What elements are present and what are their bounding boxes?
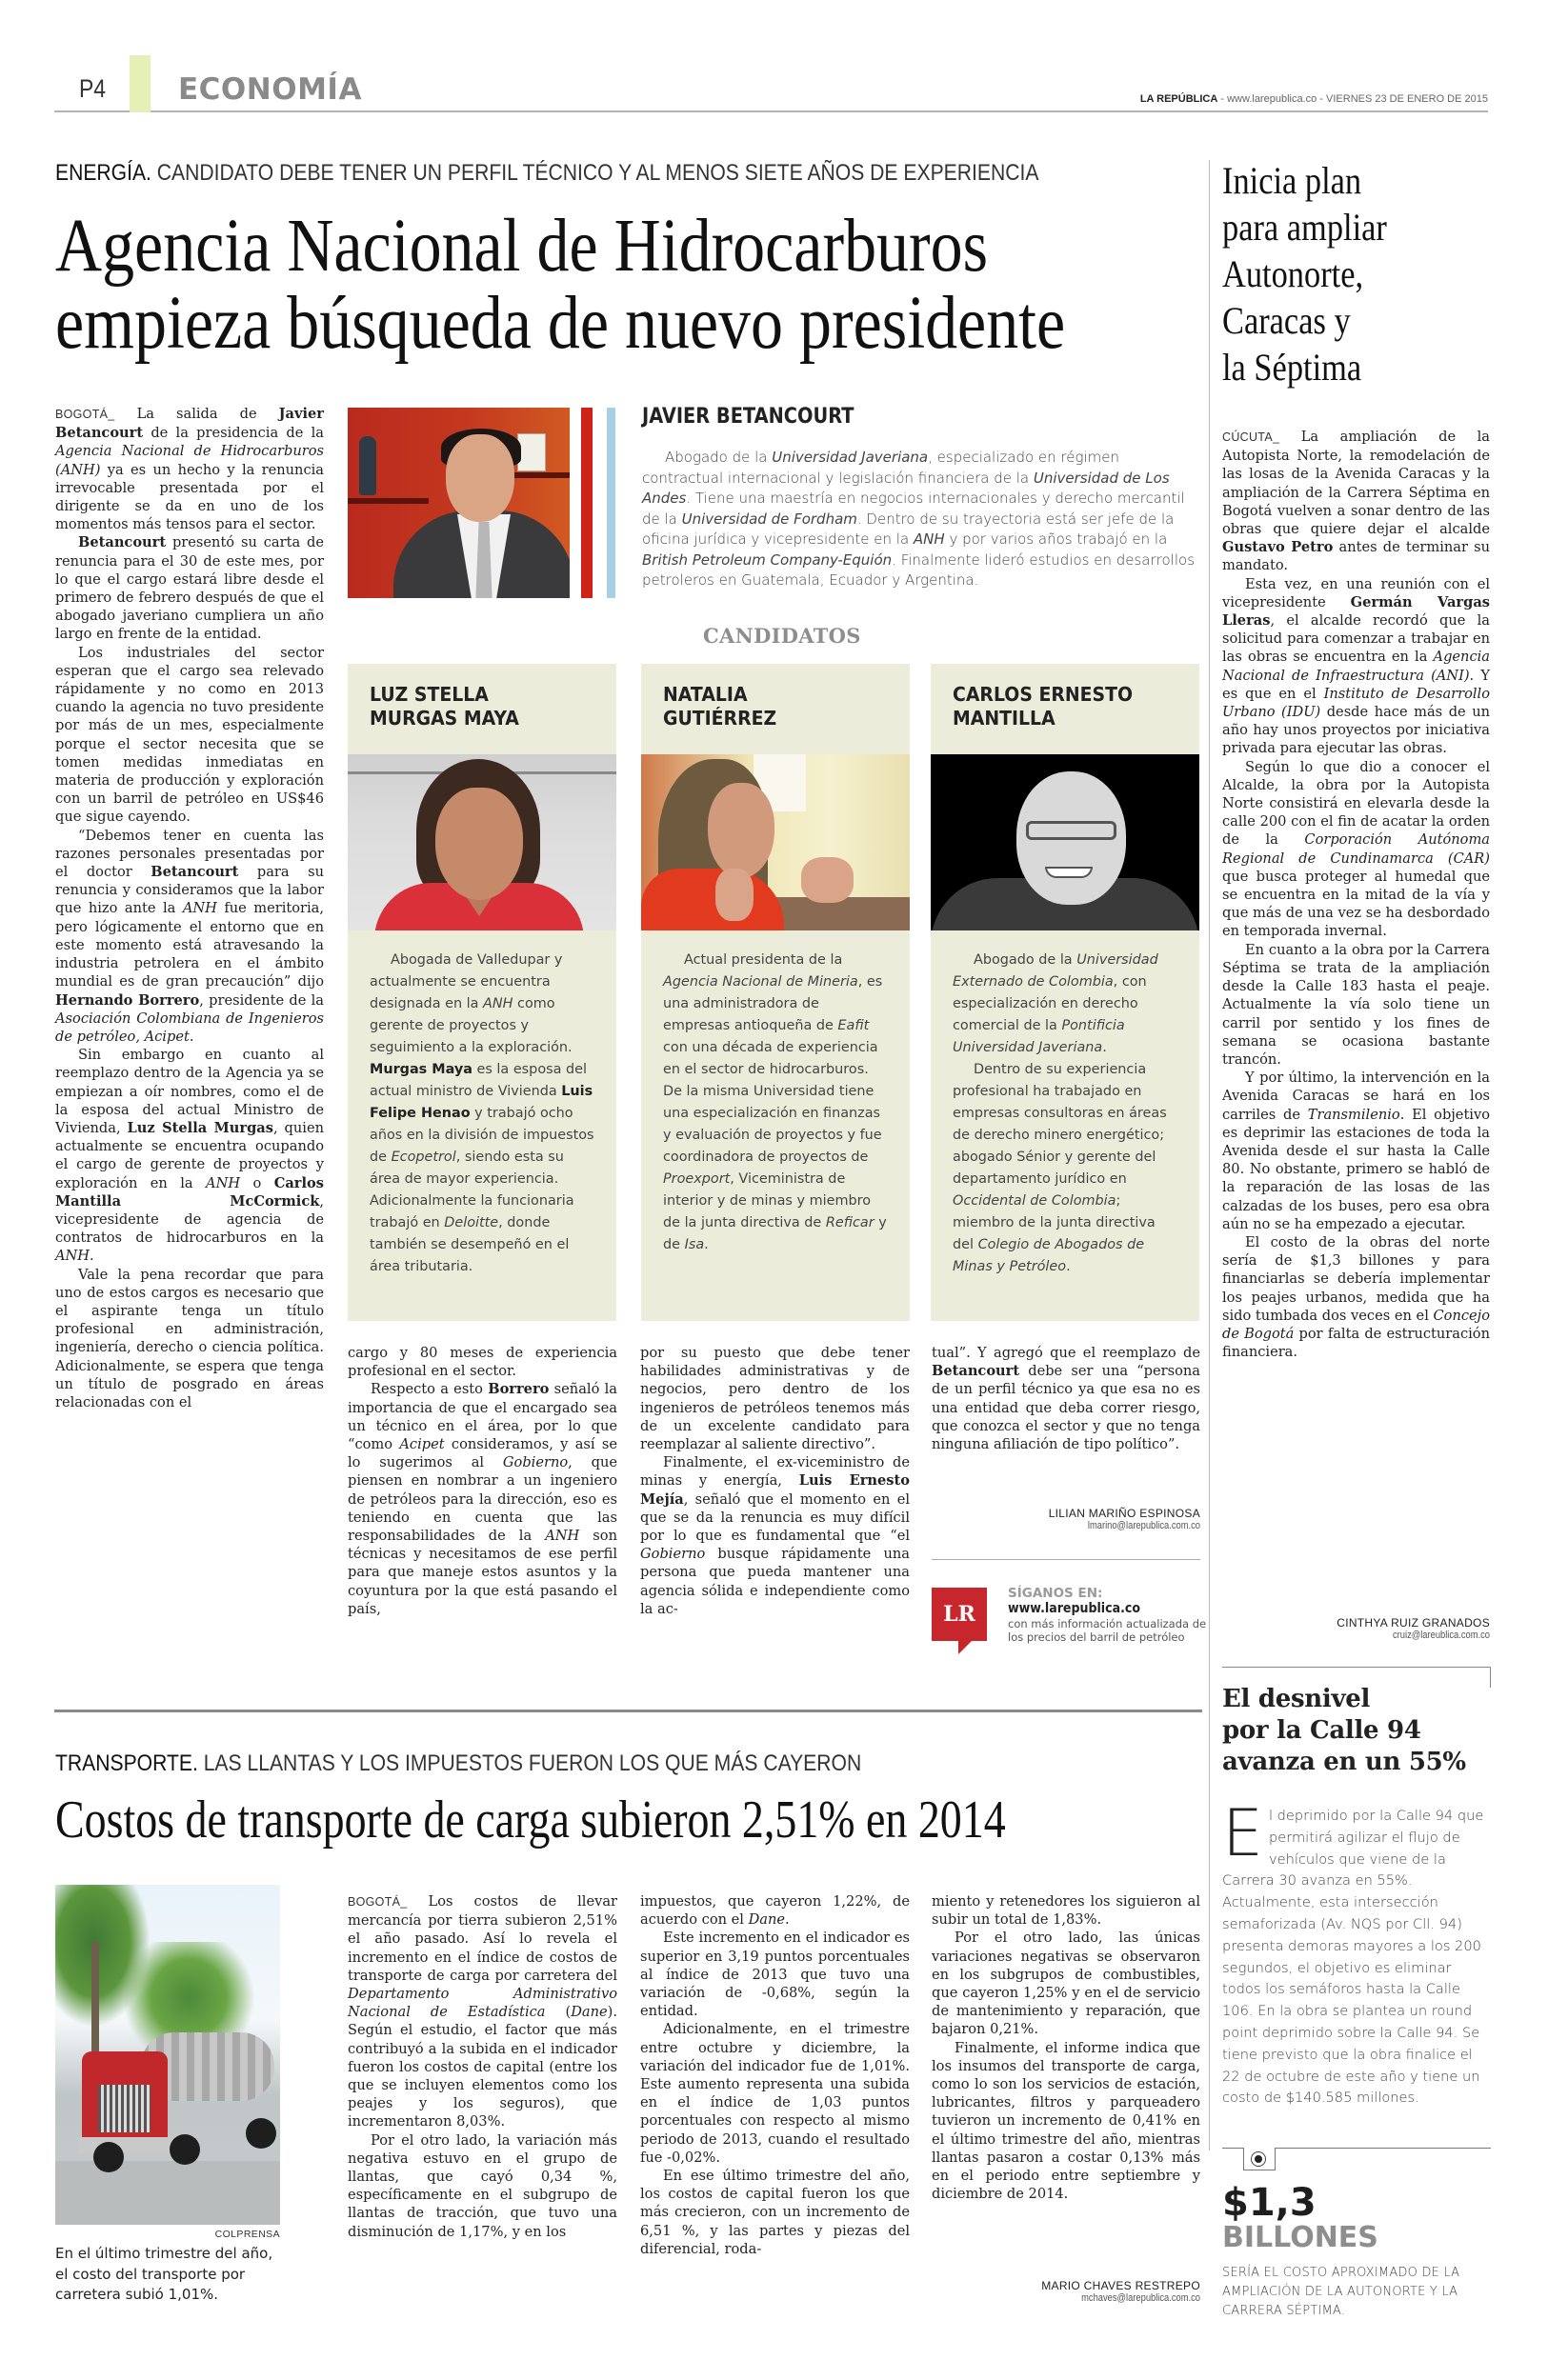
candidate-bio: Abogada de Valledupar y actualmente se encuentra designada en la ANH como gerente de proyectos y seguimiento a la exploración. Murgas Maya es la esposa del actual ministro de Vivienda Luis Felipe Henao y trabajó ocho años en la división de impuestos de Ecopetrol, siendo esta su área de mayor experiencia. Adicionalmente la funcionaria trabajó en Deloitte, donde también se desempeñó en el área tributaria. [370,952,594,1274]
transport-col1: BOGOTÁ_ Los costos de llevar mercancía por tierra subieron 2,51% el año pasado. Así lo revela el incremento en el índice de costos de transporte de carga por carretera del Departamento Administrativo Nacional de Estadística (Dane). Según el estudio, el factor que más contribuyó a la subida en el indicador fueron los costos de capital (entre los que se incluyen elementos como los peajes y los seguros), que incrementaron 8,03%. Por el otro lado, la variación más negativa estuvo en el grupo de llantas, que cayó 0,34 %, específicamente en el subgrupo de llantas de tracción, que tuvo una disminución de 1,17%, y en los [348,1893,617,2240]
candidate-photo [931,754,1199,930]
author-email[interactable]: mchaves@larepublica.com.co [1081,2292,1200,2304]
main-article-col4: tual”. Y agregó que el reemplazo de Betancourt debe ser una “persona de un perfil técnico ya que esa no es una entidad que deba correr riesgo, que conozca el sector y que no tenga ninguna afiliación de tipo político”. [932,1345,1200,1453]
divider [1222,1667,1491,1668]
candidate-photo [641,754,910,930]
right-article-body: CÚCUTA_ La ampliación de la Autopista Norte, la remodelación de las losas de la Avenida Caracas y la ampliación de la Carrera Séptima en Bogotá vuelven a sonar dentro de las obras que quiere dejar el alcalde Gustavo Petro antes de terminar su mandato. Esta vez, en una reunión con el vicepresidente Germán Vargas Lleras, el alcalde recordó que la solicitud para comenzar a trabajar en las obras se encuentra en la Agencia Nacional de Infraestructura (ANI). Y es que en el Instituto de Desarrollo Urbano (IDU) desde hace más de un año hay unos proyectos por iniciativa privada para ejecutar las obras. Según lo que dio a conocer el Alcalde, la obra por la Autopista Norte consistirá en elevarla desde la calle 200 con el fin de acatar la orden de la Corporación Autónoma Regional de Cundinamarca (CAR) que busca proteger al humedal que se encuentra en la mitad de la vía y que más de una vez se ha desbordado en temporada invernal. En cuanto a la obra por la Carrera Séptima se trata de la ampliación desde la Calle 183 hasta el peaje. Actualmente la vía solo tiene un carril por sentido y los fines de semana se ocasiona bastante trancón. Y por último, la intervención en la Avenida Caracas se hará en los carriles de Transmilenio. El objetivo es deprimir las estaciones de toda la Avenida desde el sur hasta la Calle 80. No obstante, primero se habló de la reparación de las losas de las calzadas de los buses, pero esa obra aún no se ha empezado a ejecutar. El costo de la obras del norte sería de $1,3 billones y para financiarlas se debería implementar los peajes urbanos, medida que ha sido tumbada dos veces en el Concejo de Bogotá por falta de estructuración financiera. [1222,429,1491,1361]
main-article-col2: cargo y 80 meses de experiencia profesional en el sector. Respecto a esto Borrero señaló la importancia de que el encargado sea un técnico en el área, por lo que “como Acipet consideramos, y así se lo sugerimos al Gobierno, que piensen en nombrar a un ingeniero de petróleos para la dirección, eso es teniendo en cuenta que las responsabilidades de la ANH son técnicas y necesitamos de ese perfil para que maneje estos asuntos y la coyuntura por la que está pasando el país, [348,1345,617,1617]
photo-caption: En el último trimestre del año, el costo del transporte por carretera subió 1,01%. [55,2245,273,2303]
follow-label: SÍGANOS EN: [1008,1586,1103,1601]
photo-edge-strip [581,408,593,598]
profile-name: JAVIER BETANCOURT [642,405,854,429]
main-article-col1: BOGOTÁ_ La salida de Javier Betancourt de la presidencia de la Agencia Nacional de Hidrocarburos (ANH) ya es un hecho y la renuncia irrevocable presentada por el dirigente se da en uno de los momentos más tensos para el sector. Betancourt presentó su carta de renuncia para el 30 de este mes, por lo que el cargo estará libre desde el primero de febrero después de que el abogado javeriano cumpliera un año largo en frente de la entidad. Los industriales del sector esperan que el cargo sea relevado rápidamente y no como en 2013 cuando la agencia no tuvo presidente por más de un mes, especialmente porque el sector necesita que se tomen medidas inmediatas en materia de producción y exploración con un barril de petróleo en US$46 que sigue cayendo. “Debemos tener en cuenta las razones personales presentadas por el doctor Betancourt para su renuncia y consideramos que la labor que hizo ante la ANH fue meritoria, pero lógicamente el entorno que en este momento está atravesando la industria petrolera en el ámbito mundial es de gran precaución” dijo Hernando Borrero, presidente de la Asociación Colombiana de Ingenieros de petróleo, Acipet. Sin embargo en cuanto al reemplazo dentro de la Agencia ya se empiezan a oír nombres, como el de la esposa del actual Ministro de Vivienda, Luz Stella Murgas, quien actualmente se encuentra ocupando el cargo de gerente de proyectos y exploración en la ANH o Carlos Mantilla McCormick, vicepresidente de agencia de contratos de hidrocarburos en la ANH. Vale la pena recordar que para uno de estos cargos es necesario que el aspirante tenga un título profesional en administración, ingeniería, derecho o ciencia política. Adicionalmente, se espera que tenga un título de posgrado en áreas relacionadas con el [55,406,325,1410]
drop-cap: E [1222,1796,1263,1871]
main-article-col3: por su puesto que debe tener habilidades administrativas y de negocios, pero dentro de los ingenieros de petróleos tenemos más de un excelente candidato para reemplazar al saliente directivo”. Finalmente, el ex-viceministro de minas y energía, Luis Ernesto Mejía, señaló que el momento en el que se da la renuncia es muy difícil por lo que es fundamental que “el Gobierno busque rápidamente una persona que pueda mantener una agencia sólida e independiente como la ac- [640,1345,910,1617]
candidate-bio: Actual presidenta de la Agencia Nacional de Mineria, es una administradora de empresas antioqueña de Eafit con una década de experiencia en el sector de hidrocarburos. De la misma Universidad tiene una especialización en finanzas y evaluación de proyectos y fue coordinadora de proyectos de Proexport, Viceministra de interior y de minas y miembro de la junta directiva de Reficar y de Isa. [663,952,887,1252]
kicker-text: CANDIDATO DEBE TENER UN PERFIL TÉCNICO Y AL MENOS SIETE AÑOS DE EXPERIENCIA [151,160,1039,186]
transport-byline [932,2279,1200,2304]
candidate-photo [348,754,616,930]
candidate-bio: Abogado de la Universidad Externado de Colombia, con especialización en derecho comercial de la Pontificia Universidad Javeriana. Dentro de su experiencia profesional ha trabajado en empresas consultoras en áreas de derecho minero energético; abogado Sénior y gerente del departamento jurídico en Occidental de Colombia; miembro de la junta directiva del Colegio de Abogados de Minas y Petróleo. [953,952,1167,1274]
section-color-bar [130,55,151,112]
kicker-label: TRANSPORTE. [55,1750,198,1776]
candidate-card-murgas [348,664,616,1321]
right-article-headline: Inicia plan para ampliar Autonorte, Caracas y la Séptima [1222,159,1387,389]
candidate-card-gutierrez [641,664,910,1321]
target-icon [1251,2151,1266,2167]
transport-headline: Costos de transporte de carga subieron 2,51% en 2014 [55,1790,1006,1850]
author-name: MARIO CHAVES RESTREPO [1041,2279,1200,2292]
kicker-text: LAS LLANTAS Y LOS IMPUESTOS FUERON LOS QUE MÁS CAYERON [197,1750,862,1776]
fact-description: SERÍA EL COSTO APROXIMADO DE LA AMPLIACIÓN DE LA AUTONORTE Y LA CARRERA SÉPTIMA. [1222,2266,1460,2318]
right-article-byline [1222,1616,1490,1641]
profile-bio: Abogado de la Universidad Javeriana, especializado en régimen contractual internacional y legislación financiera de la Universidad de Los Andes. Tiene una maestría en negocios internacionales y derecho mercantil de la Universidad de Fordham. Dentro de su trayectoria está ser jefe de la oficina jurídica y vicepresidente en la ANH y por varios años trabajó en la British Petroleum Company-Equión. Finalmente lideró estudios en desarrollos petroleros en Guatemala, Ecuador y Argentina. [642,449,1196,589]
follow-url-link[interactable]: www.larepublica.co [1008,1601,1141,1616]
page-number: P4 [79,74,107,103]
main-article-byline [932,1507,1200,1531]
section-name: ECONOMÍA [178,72,362,107]
issue-date: VIERNES 23 DE ENERO DE 2015 [1326,93,1488,105]
author-name: CINTHYA RUIZ GRANADOS [1337,1616,1490,1630]
candidate-name: CARLOS ERNESTO MANTILLA [953,683,1134,730]
main-headline: Agencia Nacional de Hidrocarburos empieza búsqueda de nuevo presidente [55,205,1066,366]
divider [932,1559,1200,1560]
photo-edge-strip [607,408,615,598]
candidate-name: LUZ STELLA MURGAS MAYA [370,683,519,730]
lr-logo-icon: LR [932,1588,987,1641]
truck-photo [55,1885,280,2225]
candidates-title: CANDIDATOS [703,624,861,648]
main-kicker [55,160,1038,187]
javier-betancourt-photo [348,408,570,598]
column-divider [1209,160,1210,2150]
transport-kicker [55,1750,861,1777]
candidate-card-mantilla [931,664,1199,1321]
calle94-headline: El desnivel por la Calle 94 avanza en un 55% [1222,1685,1466,1776]
follow-box [1008,1587,1208,1644]
website-link[interactable]: www.larepublica.co [1227,93,1317,105]
transport-col3: miento y retenedores los siguieron al subir un total de 1,83%. Por el otro lado, las únicas variaciones negativas se observaron en los subgrupos de combustibles, que cayeron 1,25% y en el de servicio de mantenimiento y reparación, que bajaron 0,21%. Finalmente, el informe indica que los insumos del transporte de carga, como lo son los servicios de estación, lubricantes, filtros y parqueadero tuvieron un incremento de 0,41% en el último trimestre del año, mientras llantas pasaron a costar 0,13% más en el periodo entre septiembre y diciembre de 2014. [932,1893,1200,2203]
page-header [54,55,1488,112]
kicker-label: ENERGÍA. [55,160,151,186]
masthead: LA REPÚBLICA - www.larepublica.co - VIERNES 23 DE ENERO DE 2015 [1139,93,1488,105]
fact-unit: BILLONES [1222,2221,1378,2254]
author-email[interactable]: cruiz@lareublica.com.co [1393,1630,1490,1641]
photo-credit: COLPRENSA [214,2229,280,2240]
publication-name: LA REPÚBLICA [1139,93,1218,105]
transport-col2: impuestos, que cayeron 1,22%, de acuerdo con el Dane. Este incremento en el indicador es superior en 3,19 puntos porcentuales al índice de 2013 que tuvo una variación de -0,68%, según la entidad. Adicionalmente, en el trimestre entre octubre y diciembre, la variación del indicador fue de 1,01%. Este aumento representa una subida en el índice de 1,03 puntos porcentuales con respecto al mismo periodo de 2013, cuando el resultado fue -0,02%. En ese último trimestre del año, los costos de capital fueron los que más crecieron, con un incremento de 6,51 %, y las partes y piezas del diferencial, roda- [640,1893,910,2257]
follow-description: con más información actualizada de los precios del barril de petróleo [1008,1617,1207,1644]
candidate-name: NATALIA GUTIÉRREZ [663,683,777,730]
author-name: LILIAN MARIÑO ESPINOSA [1048,1507,1200,1520]
calle94-body: El deprimido por la Calle 94 que permitirá agilizar el flujo de vehículos que viene de la Carrera 30 avanza en 55%. Actualmente, esta intersección semaforizada (Av. NQS por Cll. 94) presenta demoras mayores a los 200 segundos, el objetivo es eliminar todos los semáforos hasta la Calle 106. En la obra se plantea un round point deprimido sobre la Calle 94. Se tiene previsto que la obra finalice el 22 de octubre de este año y tiene un costo de $140.585 millones. [1222,1796,1484,2107]
fact-value: $1,3 [1222,2181,1317,2225]
section-divider [54,1710,1202,1712]
author-email[interactable]: lmarino@larepublica.com.co [1087,1520,1200,1531]
